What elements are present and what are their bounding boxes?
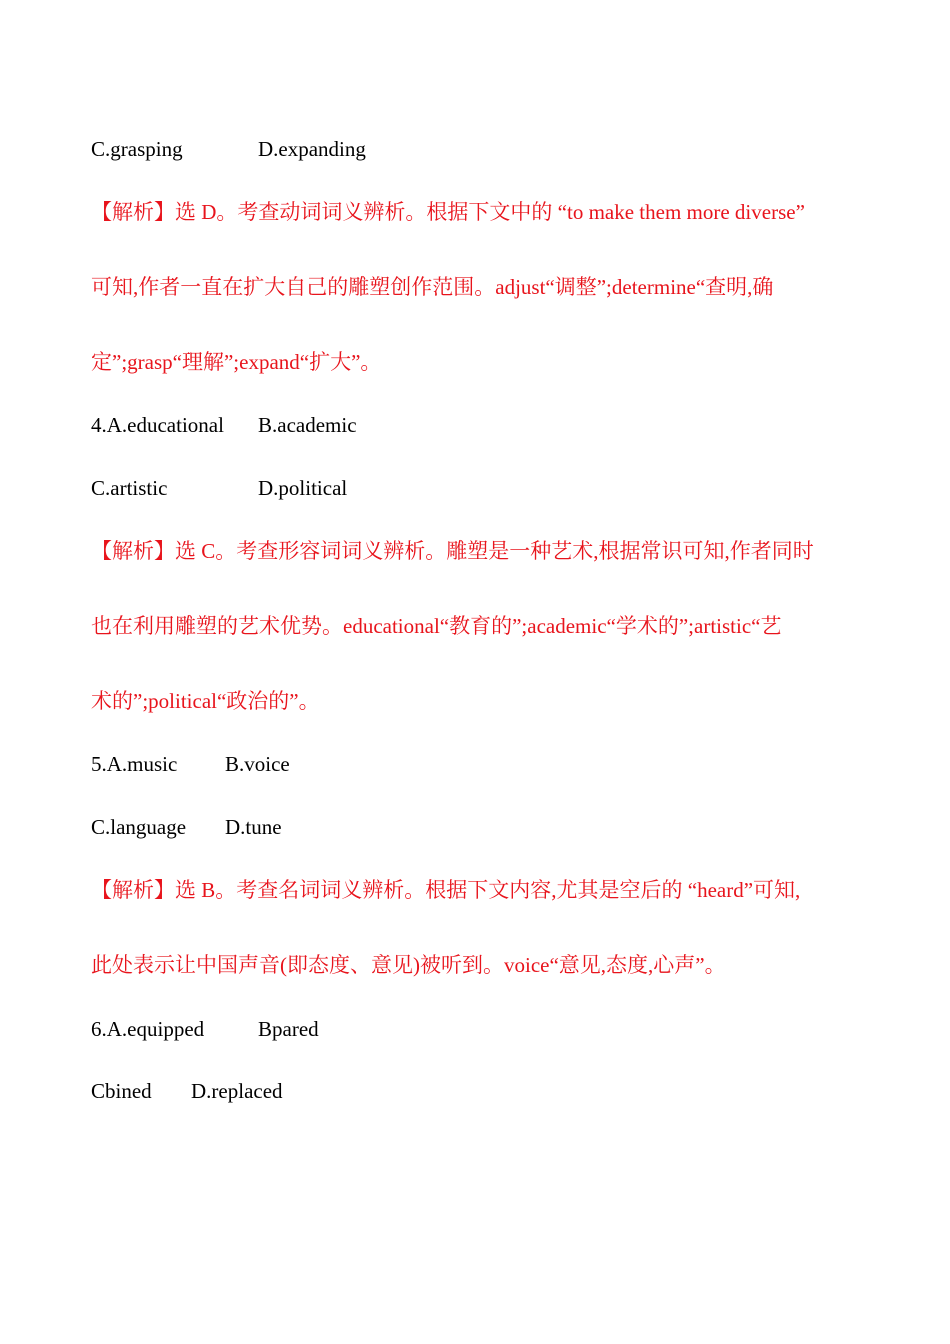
q6-option-c-wrap [91, 1077, 152, 1105]
q3-option-c: C.grasping [91, 137, 183, 161]
q6-option-d-wrap [191, 1077, 283, 1105]
q5-option-c-wrap [91, 813, 186, 841]
q3-option-d-wrap [258, 135, 366, 163]
q4-option-d: D.political [258, 476, 348, 500]
q4-option-c: C.artistic [91, 476, 168, 500]
q4-explanation-line-1: 【解析】选 C。考查形容词词义辨析。雕塑是一种艺术,根据常识可知,作者同时 [91, 539, 814, 563]
q6-option-c: Cbined [91, 1079, 152, 1103]
q5-option-a: 5.A.music [91, 752, 178, 776]
q5-option-d: D.tune [225, 815, 282, 839]
q4-option-c-wrap [91, 474, 167, 502]
q5-option-b: B.voice [225, 752, 290, 776]
q5-option-b-wrap [225, 750, 290, 778]
q5-option-c: C.language [91, 815, 187, 839]
q5-option-a-wrap [91, 750, 177, 778]
q4-option-b: B.academic [258, 413, 357, 437]
q5-explanation-line-1: 【解析】选 B。考查名词词义辨析。根据下文内容,尤其是空后的 “heard”可知, [91, 878, 801, 902]
q6-option-b: Bpared [258, 1017, 319, 1041]
q4-explanation-line-3: 术的”;political“政治的”。 [91, 689, 320, 713]
q3-explanation-line-2: 可知,作者一直在扩大自己的雕塑创作范围。adjust“调整”;determine“查明,确 [91, 275, 774, 299]
q5-option-d-wrap [225, 813, 282, 841]
q6-option-b-wrap [258, 1015, 319, 1043]
q3-option-d: D.expanding [258, 137, 366, 161]
q4-option-a-wrap [91, 411, 224, 439]
q3-options-row-2 [91, 135, 183, 163]
q4-explanation-line-2: 也在利用雕塑的艺术优势。educational“教育的”;academic“学术的”;artistic“艺 [91, 614, 782, 638]
q6-option-a-wrap [91, 1015, 204, 1043]
q4-option-d-wrap [258, 474, 347, 502]
q4-option-b-wrap [258, 411, 357, 439]
q5-explanation-line-2: 此处表示让中国声音(即态度、意见)被听到。voice“意见,态度,心声”。 [91, 953, 726, 977]
q6-option-a: 6.A.equipped [91, 1017, 205, 1041]
q6-option-d: D.replaced [191, 1079, 283, 1103]
q3-explanation-line-3: 定”;grasp“理解”;expand“扩大”。 [91, 350, 382, 374]
q3-explanation-line-1: 【解析】选 D。考查动词词义辨析。根据下文中的 “to make them more diverse” [91, 200, 805, 224]
q4-option-a: 4.A.educational [91, 413, 224, 437]
